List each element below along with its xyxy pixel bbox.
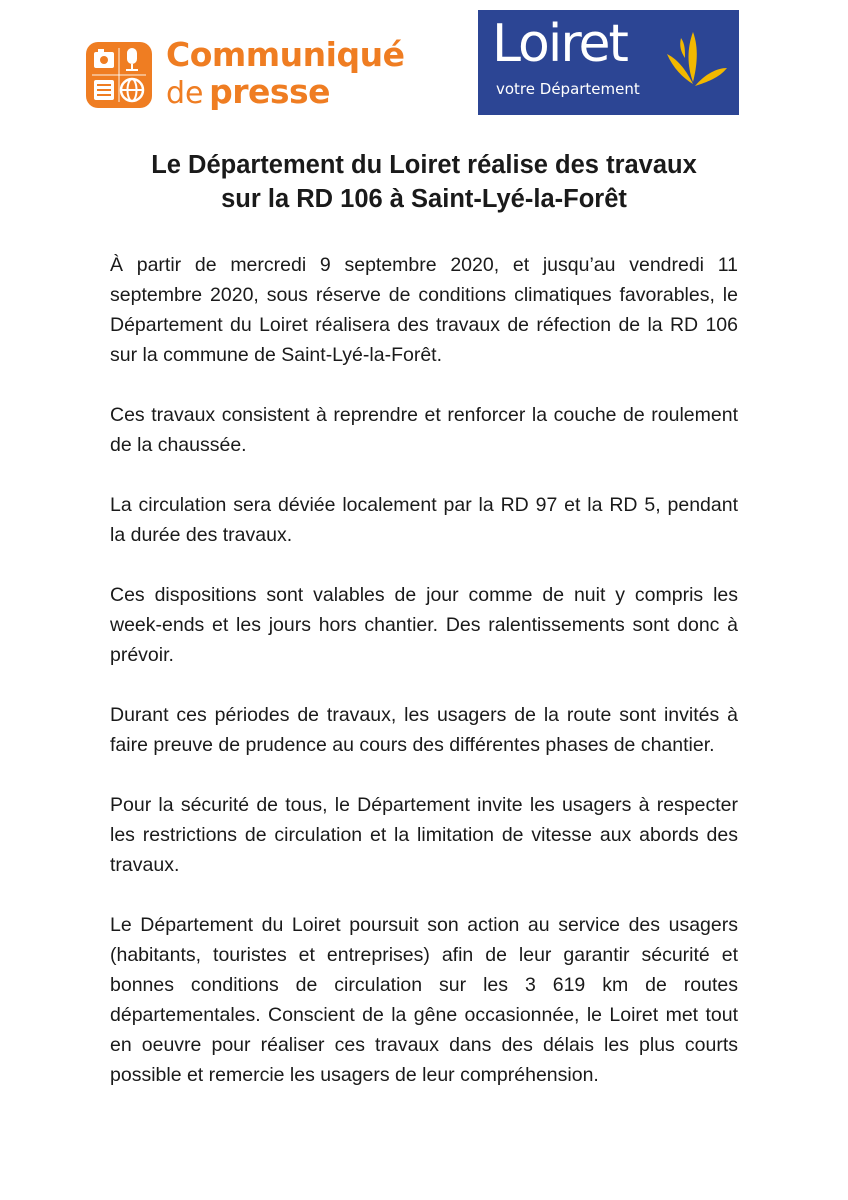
- press-release-title: [60, 148, 788, 216]
- paragraph-diversion: La circulation sera déviée localement par la RD 97 et la RD 5, pendant la durée des travaux.: [110, 494, 738, 546]
- de-word: de: [166, 76, 204, 111]
- presse-word: presse: [209, 72, 331, 111]
- loiret-logo-tagline: votre Département: [496, 80, 640, 98]
- loiret-department-logo: [478, 10, 739, 115]
- communique-word: Communiqué: [166, 35, 405, 74]
- page-header: [0, 0, 848, 130]
- paragraph-safety: Pour la sécurité de tous, le Département invite les usagers à respecter les restrictions de circulation et la limitation de vitesse aux abords des travaux.: [110, 794, 738, 876]
- paragraph-works-nature: Ces travaux consistent à reprendre et renforcer la couche de roulement de la chaussée.: [110, 404, 738, 456]
- fleur-de-lis-icon: [663, 28, 729, 100]
- de-presse-line: [166, 72, 404, 111]
- communique-de-presse-wordmark: [166, 36, 404, 109]
- paragraph-caution: Durant ces périodes de travaux, les usagers de la route sont invités à faire preuve de prudence au cours des différentes phases de chantier.: [110, 704, 738, 756]
- communique-de-presse-logo: [84, 36, 444, 118]
- paragraph-dates: À partir de mercredi 9 septembre 2020, et jusqu’au vendredi 11 septembre 2020, sous réserve de conditions climatiques favorables, le Département du Loiret réalisera des travaux de réfection de la RD 106 sur la commune de Saint-Lyé-la-Forêt.: [110, 254, 738, 366]
- title-line-1: Le Département du Loiret réalise des travaux: [151, 151, 697, 179]
- press-release-body: [110, 250, 738, 1120]
- press-media-icon: [84, 40, 154, 110]
- loiret-logo-name: Loiret: [492, 14, 627, 74]
- paragraph-provisions: Ces dispositions sont valables de jour comme de nuit y compris les week-ends et les jours hors chantier. Des ralentissements sont donc à prévoir.: [110, 584, 738, 666]
- paragraph-department-action: Le Département du Loiret poursuit son action au service des usagers (habitants, touristes et entreprises) afin de leur garantir sécurité et bonnes conditions de circulation sur les 3 619 km de routes départementales. Conscient de la gêne occasionnée, le Loiret met tout en oeuvre pour réaliser ces travaux dans des délais les plus courts possible et remercie les usagers de leur compréhension.: [110, 914, 738, 1086]
- title-line-2: sur la RD 106 à Saint-Lyé-la-Forêt: [221, 185, 627, 213]
